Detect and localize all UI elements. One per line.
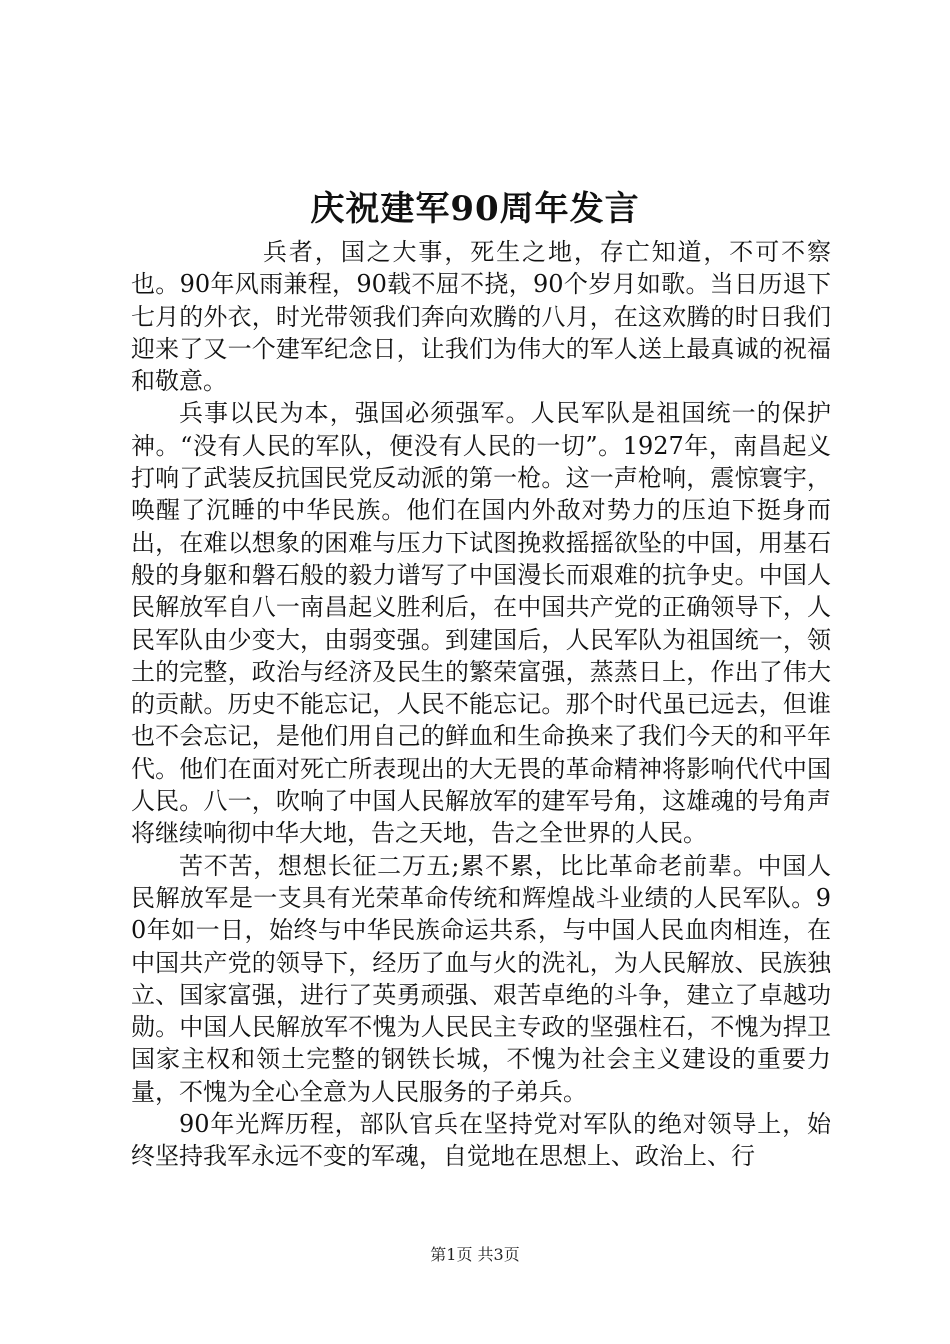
document-title: 庆祝建军90周年发言 [310,189,640,229]
page-footer: 第1页 共3页 [430,1245,520,1264]
paragraph-2: 兵事以民为本，强国必须强军。人民军队是祖国统一的保护神。“没有人民的军队，便没有人民的一切”。1927年，南昌起义打响了武装反抗国民党反动派的第一枪。这一声枪响，震惊寰宇，唤醒了沉睡的中华民族。他们在国内外敌对势力的压迫下挺身而出，在难以想象的困难与压力下试图挽救摇摇欲坠的中国，用基石般的身躯和磐石般的毅力谱写了中国漫长而艰难的抗争史。中国人民解放军自八一南昌起义胜利后，在中国共产党的正确领导下，人民军队由少变大，由弱变强。到建国后，人民军队为祖国统一，领土的完整，政治与经济及民生的繁荣富强，蒸蒸日上，作出了伟大的贡献。历史不能忘记，人民不能忘记。那个时代虽已远去，但谁也不会忘记，是他们用自己的鲜血和生命换来了我们今天的和平年代。他们在面对死亡所表现出的大无畏的革命精神将影响代代中国人民。八一，吹响了中国人民解放军的建军号角，这雄魂的号角声将继续响彻中华大地，告之天地，告之全世界的人民。 [131,399,831,848]
paragraph-1: 兵者，国之大事，死生之地，存亡知道，不可不察也。90年风雨兼程，90载不屈不挠，90个岁月如歌。当日历退下七月的外衣，时光带领我们奔向欢腾的八月，在这欢腾的时日我们迎来了又一个建军纪念日，让我们为伟大的军人送上最真诚的祝福和敬意。 [131,238,831,396]
document-body [131,236,831,1173]
paragraph-4: 90年光辉历程，部队官兵在坚持党对军队的绝对领导上，始终坚持我军永远不变的军魂，自觉地在思想上、政治上、行 [131,1110,831,1171]
paragraph-3: 苦不苦，想想长征二万五;累不累，比比革命老前辈。中国人民解放军是一支具有光荣革命传统和辉煌战斗业绩的人民军队。90年如一日，始终与中华民族命运共系，与中国人民血肉相连，在中国共产党的领导下，经历了血与火的洗礼，为人民解放、民族独立、国家富强，进行了英勇顽强、艰苦卓绝的斗争，建立了卓越功勋。中国人民解放军不愧为人民民主专政的坚强柱石，不愧为捍卫国家主权和领土完整的钢铁长城，不愧为社会主义建设的重要力量，不愧为全心全意为人民服务的子弟兵。 [131,851,831,1106]
